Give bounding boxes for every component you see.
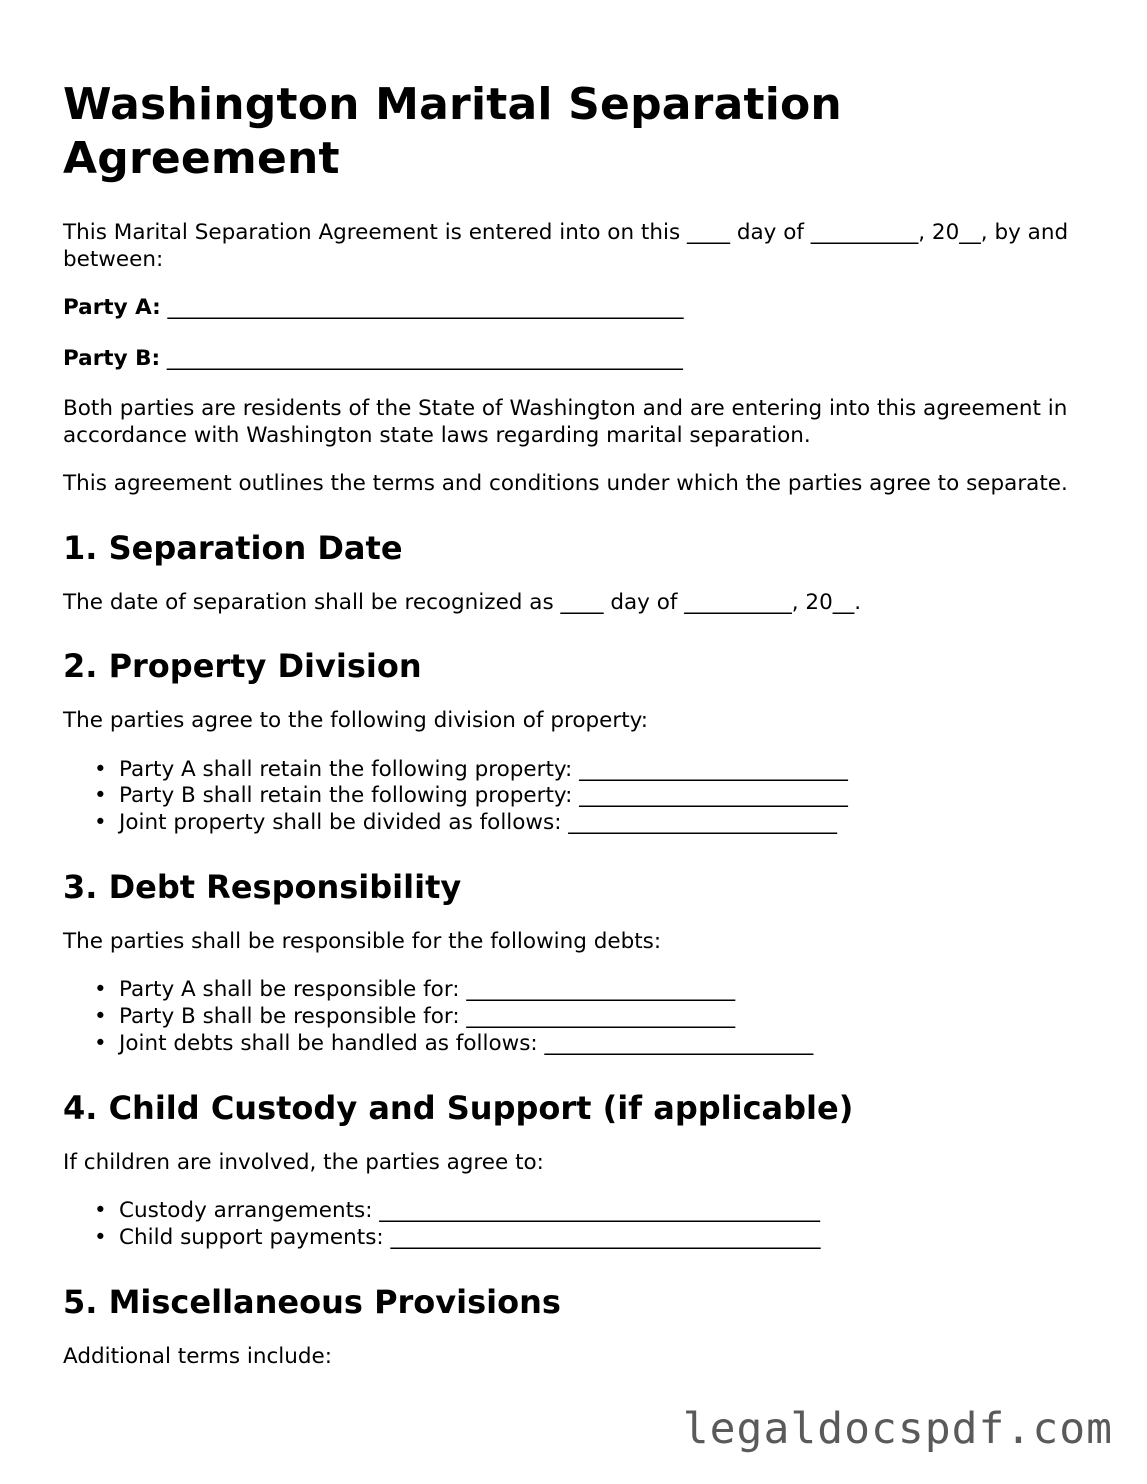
bullet-icon: • (94, 1225, 107, 1251)
section-4-text: If children are involved, the parties agree to: (63, 1149, 544, 1175)
party-a-label: Party A: (63, 295, 161, 320)
watermark: legaldocspdf.com (682, 1404, 1113, 1454)
party-b-blank: ________________________________________________ (160, 345, 683, 371)
list-item-text: Party B shall be responsible for: _________________________ (119, 1004, 736, 1030)
list-item (63, 757, 1103, 784)
bullet-icon: • (94, 756, 107, 782)
list-item-text: Joint property shall be divided as follows: _________________________ (119, 810, 838, 836)
bullet-icon: • (94, 783, 107, 809)
list-item-text: Party A shall be responsible for: _________________________ (119, 977, 736, 1003)
section-3-heading: 3. Debt Responsibility (63, 867, 462, 906)
list-item-text: Party A shall retain the following property: _________________________ (119, 756, 848, 782)
list-item (63, 810, 1103, 837)
party-a-blank: ________________________________________________ (160, 295, 684, 320)
party-b-label: Party B: (63, 345, 161, 371)
list-item-text: Party B shall retain the following property: _________________________ (119, 783, 848, 809)
section-5-text: Additional terms include: (63, 1343, 333, 1369)
section-2-text: The parties agree to the following division of property: (63, 708, 649, 733)
property-list (63, 757, 1103, 837)
document-page (63, 78, 1103, 1392)
list-item (63, 1225, 1103, 1252)
section-1-text: The date of separation shall be recognized as ____ day of __________, 20__. (63, 589, 862, 615)
party-a-line (63, 295, 1103, 322)
list-item-text: Custody arrangements: _________________________________________ (119, 1198, 821, 1224)
intro-paragraph: This Marital Separation Agreement is entered into on this ____ day of __________, 20__, by and between: (63, 220, 1069, 272)
party-b-line (63, 346, 1103, 373)
document-title: Washington Marital Separation Agreement (63, 79, 842, 184)
bullet-icon: • (94, 1198, 107, 1224)
bullet-icon: • (94, 977, 107, 1003)
list-item-text: Joint debts shall be handled as follows: _________________________ (119, 1030, 814, 1056)
section-3-text: The parties shall be responsible for the following debts: (63, 928, 662, 954)
bullet-icon: • (94, 1030, 107, 1056)
list-item (63, 1031, 1103, 1058)
bullet-icon: • (94, 810, 107, 836)
list-item (63, 1198, 1103, 1225)
list-item (63, 977, 1103, 1004)
bullet-icon: • (94, 1004, 107, 1030)
section-5-heading: 5. Miscellaneous Provisions (63, 1282, 561, 1321)
custody-list (63, 1198, 1103, 1252)
list-item-text: Child support payments: ________________________________________ (119, 1225, 821, 1251)
section-1-heading: 1. Separation Date (63, 528, 403, 567)
section-2-heading: 2. Property Division (63, 647, 422, 685)
debt-list (63, 977, 1103, 1057)
list-item (63, 783, 1103, 810)
purpose-paragraph: This agreement outlines the terms and conditions under which the parties agree to separate. (63, 471, 1068, 496)
section-4-heading: 4. Child Custody and Support (if applicable) (63, 1088, 854, 1127)
list-item (63, 1004, 1103, 1031)
residency-paragraph: Both parties are residents of the State of Washington and are entering into this agreement in accordance with Washington state laws regarding marital separation. (63, 396, 1068, 448)
